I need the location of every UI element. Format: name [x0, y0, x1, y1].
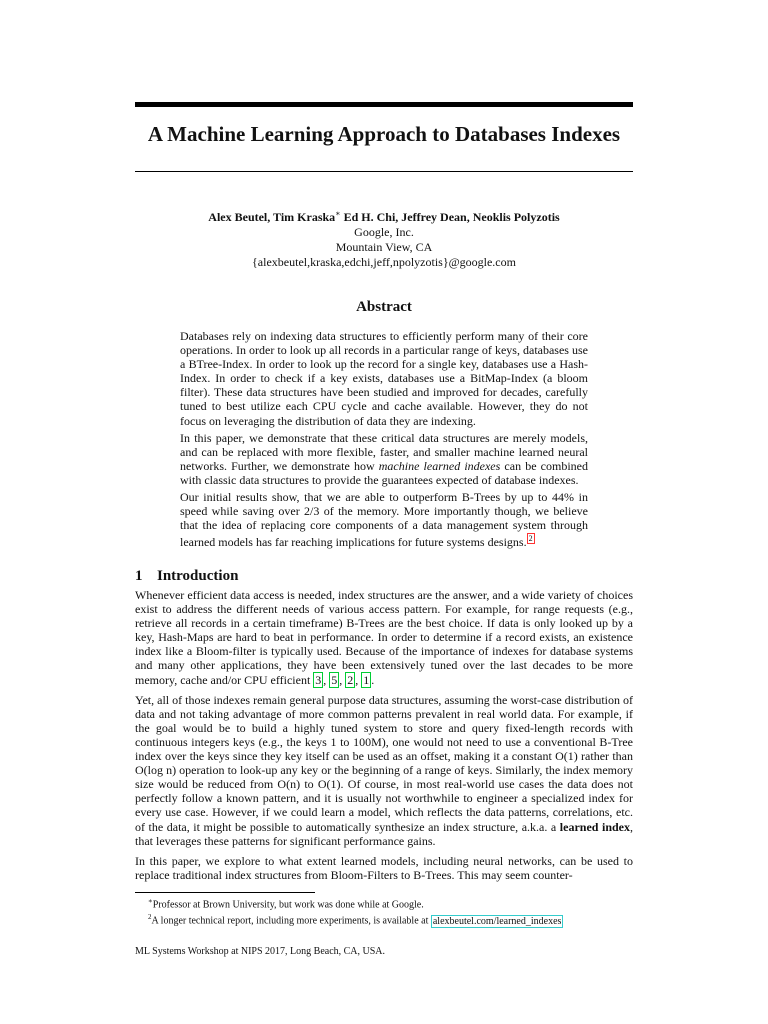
title-top-rule: [135, 102, 633, 107]
section-title: Introduction: [157, 568, 239, 584]
author-block: [135, 206, 633, 270]
footnote-2-mark: 2: [148, 913, 152, 922]
author-affiliation: Google, Inc.: [354, 225, 414, 239]
section-heading-introduction: [135, 568, 238, 585]
author-names-part2: Ed H. Chi, Jeffrey Dean, Neoklis Polyzotis: [340, 210, 560, 224]
title-bottom-rule: [135, 171, 633, 172]
abstract-p2-text-b: can be combined with classic data structures to provide the guarantees expected of database indexes.: [180, 458, 588, 487]
venue-note: ML Systems Workshop at NIPS 2017, Long Beach, CA, USA.: [135, 946, 386, 957]
author-email: {alexbeutel,kraska,edchi,jeff,npolyzotis}@google.com: [252, 255, 516, 269]
abstract-p3-text: Our initial results show, that we are able to outperform B-Trees by up to 44% in speed while saving over 2/3 of the memory. More importantly though, we believe that the idea of replacing core components of a data management system through learned models has far reaching implications for future systems designs.: [180, 490, 588, 550]
footnote-rule: [135, 892, 315, 893]
abstract-paragraph-3: [180, 490, 588, 549]
footnote-1-text: Professor at Brown University, but work was done while at Google.: [152, 899, 424, 911]
citation-link[interactable]: 5: [331, 672, 338, 687]
footnote-1-mark: ∗: [148, 897, 153, 905]
intro-p1-text: Whenever efficient data access is needed, index structures are the answer, and a wide variety of choices exist to address the different needs of various access pattern. For example, for range requests (e.g., retrieve all records in a certain timeframe) B-Trees are the best choice. If data is only looked up by a key, Hash-Maps are hard to beat in performance. In order to determine if a record exists, an existence index like a Bloom-filter is typically used. Because of the importance of indexes for database systems and many other applications, they have been extensively tuned over the last decades to be more memory, cache and/or CPU efficient: [135, 588, 633, 687]
report-url-link[interactable]: alexbeutel.com/learned_indexes: [432, 915, 562, 927]
citation-link[interactable]: 1: [363, 672, 370, 687]
abstract-heading: Abstract: [356, 299, 412, 315]
intro-p1-end: .: [371, 672, 375, 687]
citation-link[interactable]: 3: [315, 672, 322, 687]
author-footnote-mark: ∗: [335, 209, 341, 218]
intro-paragraph-2: [135, 693, 633, 848]
intro-paragraph-1: Whenever efficient data access is needed, index structures are the answer, and a wide variety of choices exist to address the different needs of various access pattern. For example, for range requests (e.g., retrieve all records in a certain timeframe) B-Trees are the best choice. If data is only looked up by a key, Hash-Maps are hard to beat in performance. In order to determine if a record exists, an existence index like a Bloom-filter is typically used. Because of the importance of indexes for database systems and many other applications, they have been extensively tuned over the last decades to be more memory, cache and/or CPU efficient 3 , 5 , 2 , 1 .: [135, 588, 633, 687]
abstract-p2-emphasis: machine learned indexes: [378, 458, 501, 473]
footnotes: [148, 895, 634, 928]
intro-p2-text-b: , that leverages these patterns for significant performance gains.: [135, 819, 633, 848]
paper-title: A Machine Learning Approach to Databases Indexes: [147, 122, 621, 146]
author-names-part1: Alex Beutel, Tim Kraska: [208, 210, 336, 224]
abstract-paragraph-1: Databases rely on indexing data structures to efficiently perform many of their core operations. In order to look up all records in a particular range of keys, databases use a BTree-Index. In order to look up the record for a single key, databases use a Hash-Index. In order to check if a key exists, databases use a BitMap-Index (a bloom filter). These data structures have been studied and improved for decades, carefully tuned to best utilize each CPU cycle and cache available. However, they do not focus on leveraging the distribution of data they are indexing.: [180, 329, 588, 428]
footnote-1: [148, 895, 634, 911]
abstract-body: [180, 329, 588, 552]
citation-link[interactable]: 2: [347, 672, 354, 687]
intro-paragraph-3: In this paper, we explore to what extent learned models, including neural networks, can be used to replace traditional index structures from Bloom-Filters to B-Trees. This may seem counter-: [135, 853, 633, 882]
author-names: [135, 206, 633, 225]
abstract-paragraph-2: [180, 431, 588, 487]
footnote-ref-link[interactable]: 2: [528, 534, 533, 544]
author-location: Mountain View, CA: [335, 240, 433, 254]
intro-p2-text-a: Yet, all of those indexes remain general purpose data structures, assuming the worst-case distribution of data and not taking advantage of more common patterns prevalent in real world data. For example, if the goal would be to build a highly tuned system to store and query fixed-length records with continuous integers keys (e.g., the keys 1 to 100M), one would not need to use a conventional B-Tree index over the keys since they key itself can be used as an offset, making it a constant O(1) rather than O(log n) operation to look-up any key or the beginning of a range of keys. Similarly, the index memory size would be reduced from O(n) to O(1). Of course, in most real-world use cases the data does not perfectly follow a known pattern, and it is usually not worthwhile to engineer a specialized index for every use case. However, if we could learn a model, which reflects the data patterns, correlations, etc. of the data, it might be possible to automatically synthesize an index structure, a.k.a. a: [135, 692, 633, 834]
abstract-p2-text-a: In this paper, we demonstrate that these critical data structures are merely models, and can be replaced with more flexible, faster, and smaller machine learned neural networks. Further, we demonstrate how: [180, 430, 588, 473]
intro-p2-bold-term: learned index: [559, 819, 630, 834]
section-number: 1: [135, 568, 143, 584]
footnote-2-text: A longer technical report, including more experiments, is available at: [151, 915, 431, 927]
footnote-2: [148, 911, 634, 927]
introduction-body: [135, 588, 633, 888]
